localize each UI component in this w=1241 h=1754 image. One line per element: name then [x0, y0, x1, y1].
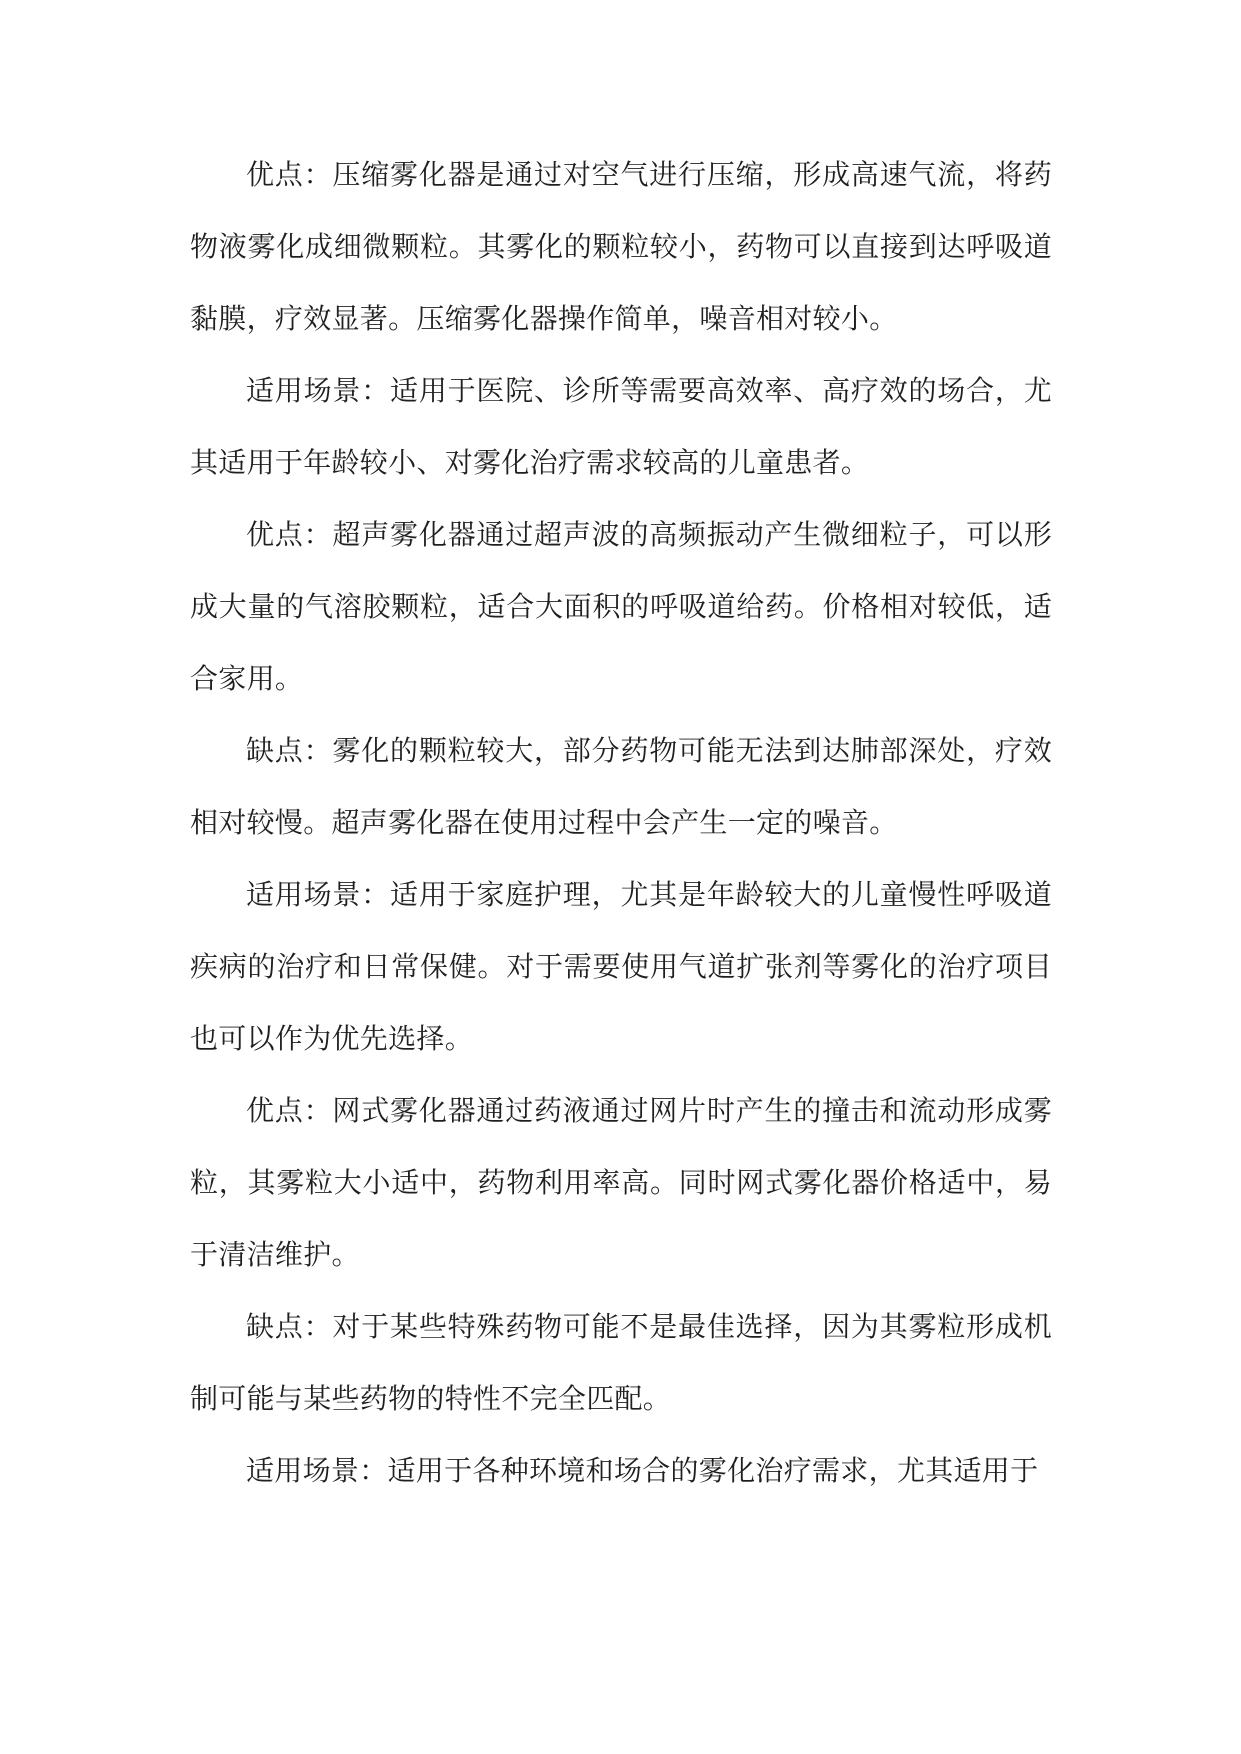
paragraph-compressor-advantages: 优点：压缩雾化器是通过对空气进行压缩，形成高速气流，将药物液雾化成细微颗粒。其雾化的颗粒较小，药物可以直接到达呼吸道黏膜，疗效显著。压缩雾化器操作简单，噪音相对较小。: [190, 158, 1052, 335]
paragraph-compressor-scenarios: 适用场景：适用于医院、诊所等需要高效率、高疗效的场合，尤其适用于年龄较小、对雾化治疗需求较高的儿童患者。: [190, 374, 1052, 479]
paragraph-ultrasonic-disadvantages: 缺点：雾化的颗粒较大，部分药物可能无法到达肺部深处，疗效相对较慢。超声雾化器在使用过程中会产生一定的噪音。: [190, 734, 1052, 839]
paragraph-ultrasonic-advantages: 优点：超声雾化器通过超声波的高频振动产生微细粒子，可以形成大量的气溶胶颗粒，适合大面积的呼吸道给药。价格相对较低，适合家用。: [190, 518, 1052, 695]
paragraph-mesh-disadvantages: 缺点：对于某些特殊药物可能不是最佳选择，因为其雾粒形成机制可能与某些药物的特性不完全匹配。: [190, 1310, 1052, 1415]
document-body: [190, 139, 1052, 1507]
paragraph-mesh-advantages: 优点：网式雾化器通过药液通过网片时产生的撞击和流动形成雾粒，其雾粒大小适中，药物利用率高。同时网式雾化器价格适中，易于清洁维护。: [190, 1094, 1052, 1271]
paragraph-ultrasonic-scenarios: 适用场景：适用于家庭护理，尤其是年龄较大的儿童慢性呼吸道疾病的治疗和日常保健。对于需要使用气道扩张剂等雾化的治疗项目也可以作为优先选择。: [190, 878, 1052, 1055]
paragraph-mesh-scenarios: 适用场景：适用于各种环境和场合的雾化治疗需求，尤其适用于: [246, 1454, 1039, 1487]
